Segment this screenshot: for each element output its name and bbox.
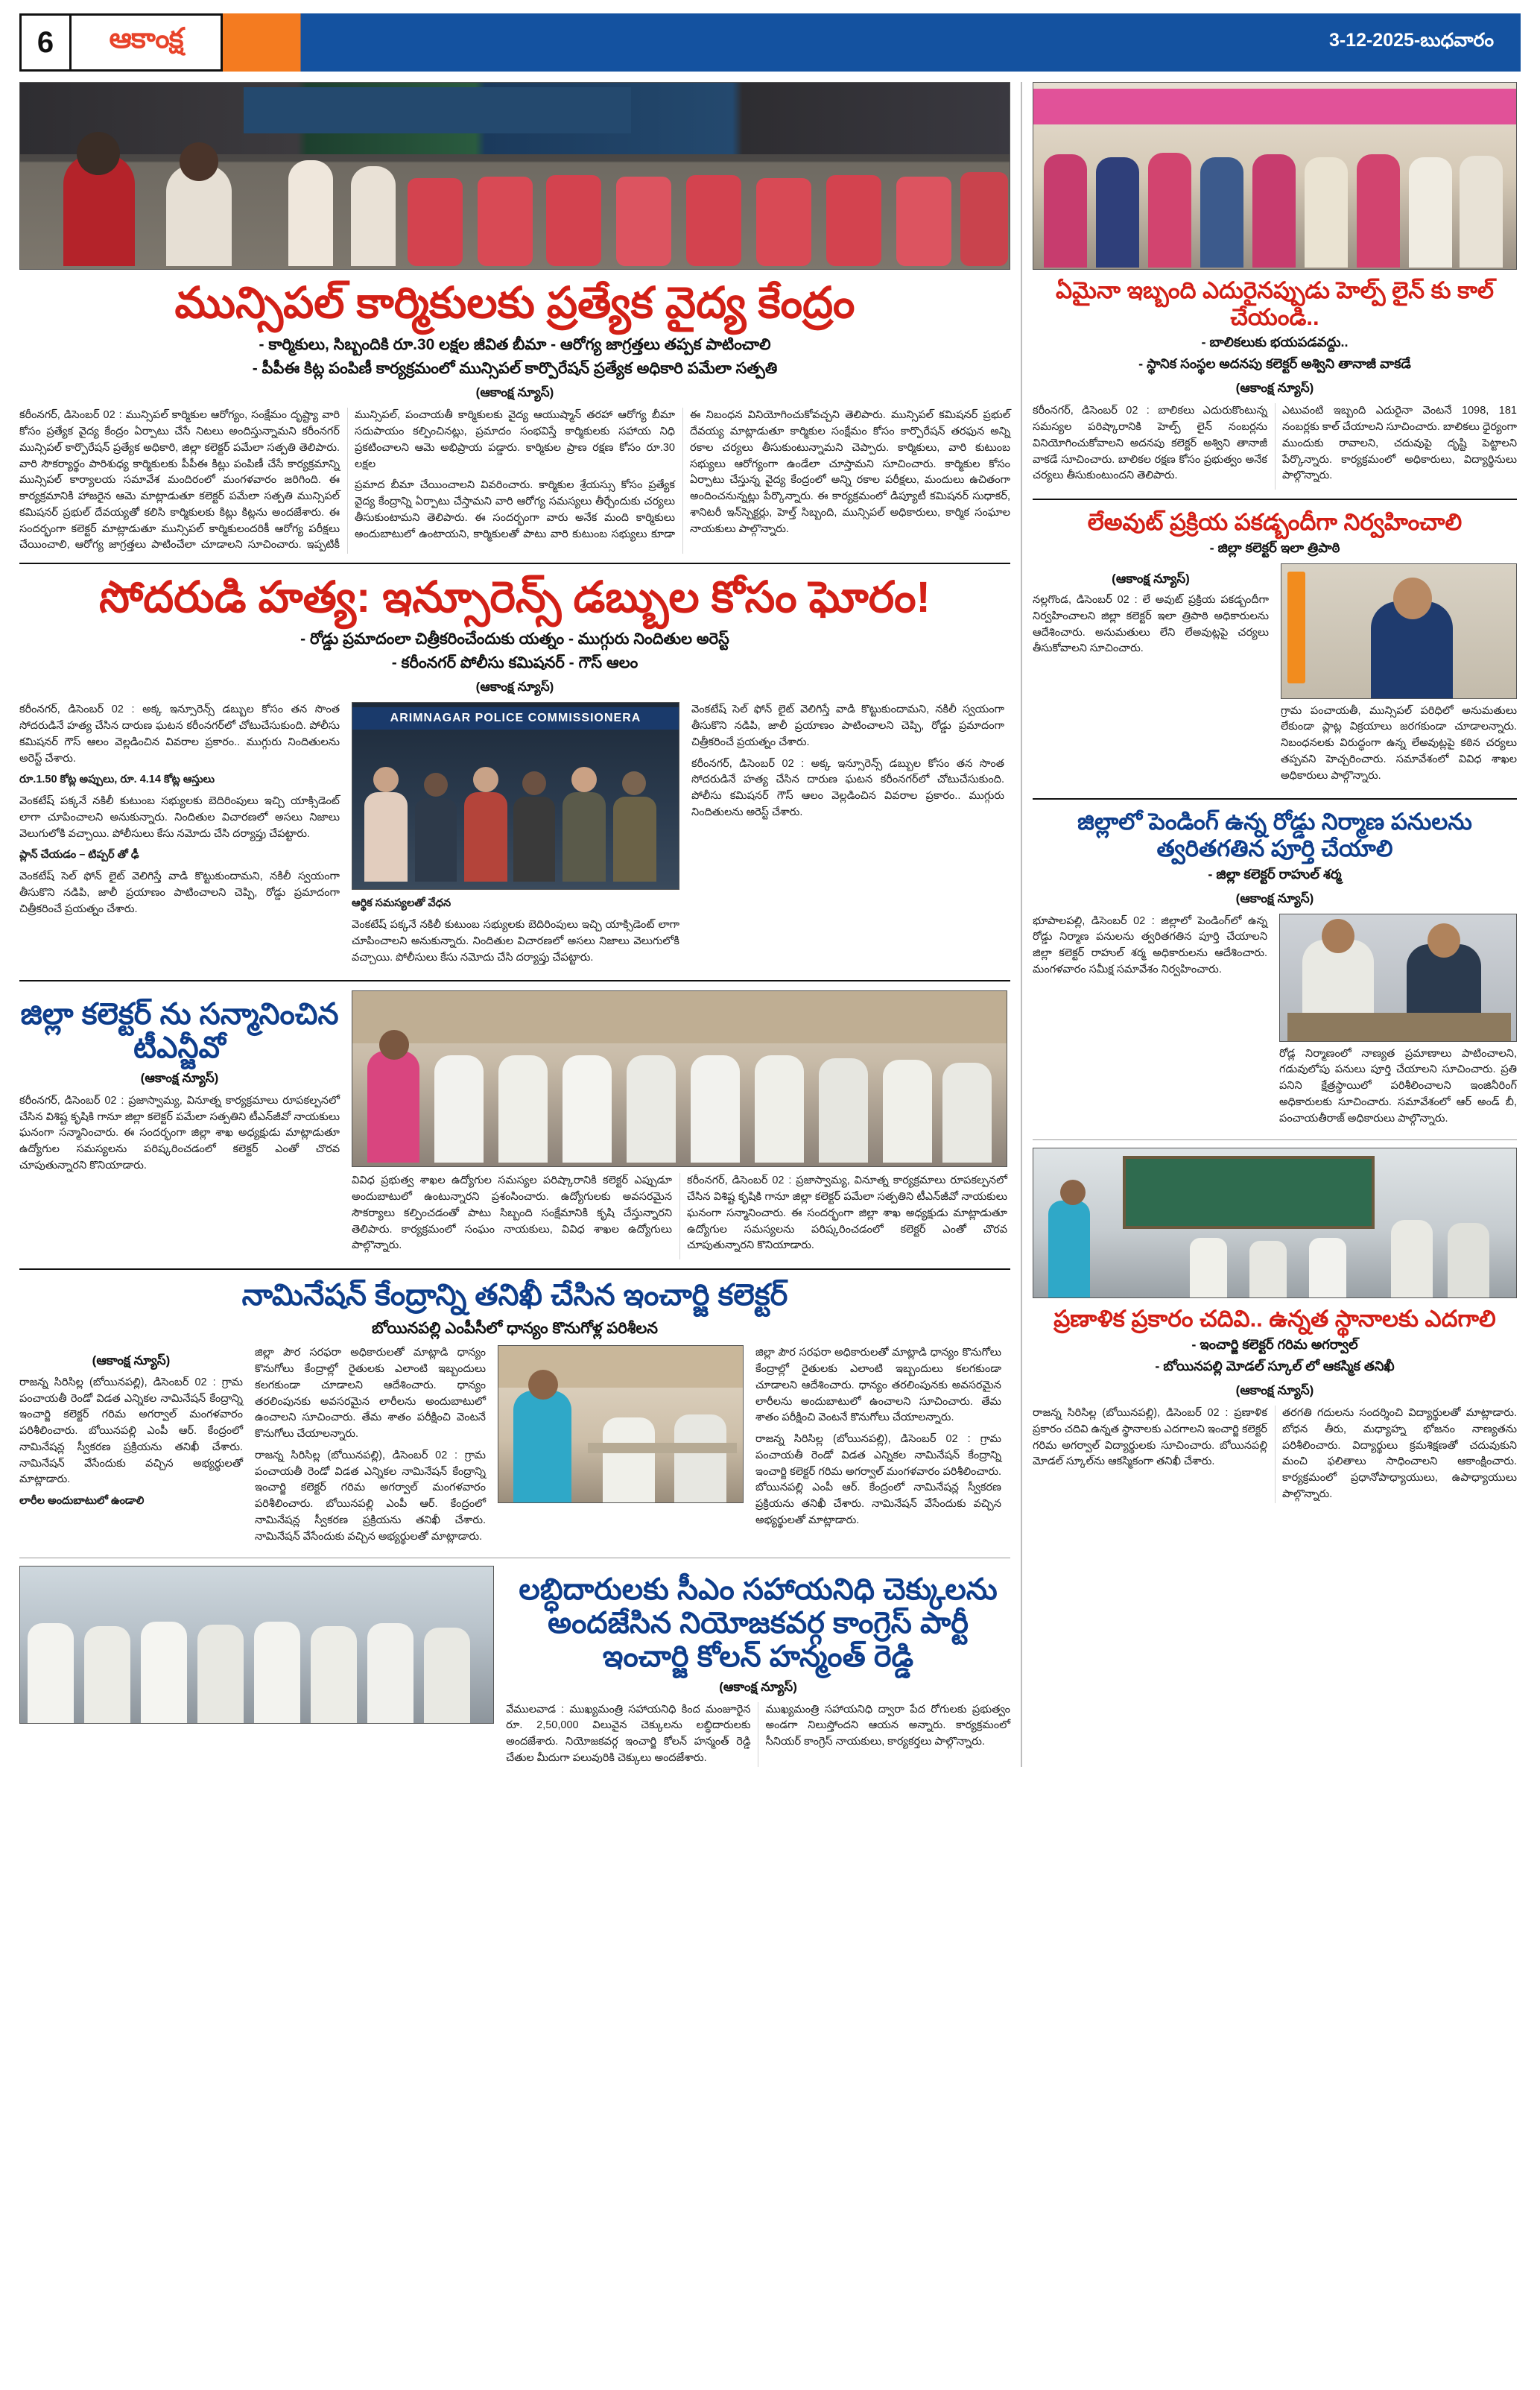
paragraph: రాజన్న సిరిసిల్ల (బోయినపల్లి), డిసెంబర్ 02 : ప్రణాళిక ప్రకారం చదివి ఉన్నత స్థానాలకు ఎదగాలని ఇంచార్జి కలెక్టర్ గరిమ అగర్వాల్ విద్యార్థులకు సూచించారు. బోయినపల్లి మోడల్ స్కూల్‌ను ఆకస్మికంగా తనిఖీ చేశారు.	[1033, 1407, 1267, 1468]
byline-helpline: (ఆకాంక్ష న్యూస్)	[1235, 381, 1314, 396]
byline-cm-fund: (ఆకాంక్ష న్యూస్)	[719, 1679, 797, 1694]
group-photo-bottom	[19, 1566, 494, 1724]
column-divider	[1021, 82, 1022, 1767]
body-cm-fund	[506, 1702, 1010, 1767]
logo-text: ఆకాంక్ష	[109, 23, 183, 54]
headline-layout: లేఅవుట్ ప్రక్రియ పకడ్బందీగా నిర్వహించాలి	[1087, 509, 1463, 536]
paragraph: జిల్లా పౌర సరఫరా అధికారులతో మాట్లాడి ధాన్యం కొనుగోలు కేంద్రాల్లో రైతులకు ఎలాంటి ఇబ్బందులు కలగకుండా చూడాలని ఆదేశించారు. ధాన్యం తరలింపునకు అవసరమైన లారీలను అందుబాటులో ఉంచాలని సూచించారు. తేమ శాతం పరీక్షించి వెంటనే కొనుగోలు చేయాలన్నారు.	[755, 1347, 1001, 1424]
headline-municipal-health: మున్సిపల్ కార్మికులకు ప్రత్యేక వైద్య కేంద్రం	[174, 279, 855, 327]
byline-murder: (ఆకాంక్ష న్యూస్)	[475, 680, 554, 695]
paragraph: ముఖ్యమంత్రి సహాయనిధి ద్వారా పేద రోగులకు ప్రభుత్వం అండగా నిలుస్తోందని ఆయన అన్నారు. కార్యక్రమంలో సీనియర్ కాంగ్రెస్ నాయకులు, కార్యకర్తలు పాల్గొన్నారు.	[765, 1703, 1010, 1748]
paragraph: వెంకటేష్ పక్కనే నకిలీ కుటుంబ సభ్యులకు బెదిరింపులు ఇచ్చి యాక్సిడెంట్ లాగా చూపించాలని అనుకున్నారు. నిందితుల విచారణలో అసలు నిజాలు వెలుగులోకి వచ్చాయి. పోలీసులు కేసు నమోదు చేసి దర్యాప్తు చేపట్టారు.	[352, 919, 679, 964]
body-murder-col1	[19, 702, 340, 971]
subhead-municipal-1: - కార్మికులు, సిబ్బందికి రూ.30 లక్షల జీవిత బీమా - ఆరోగ్య జాగ్రత్తలు తప్పక పాటించాలి	[259, 335, 771, 353]
paragraph: నల్లగొండ, డిసెంబర్ 02 : లే అవుట్ ప్రక్రియ పకడ్బందీగా నిర్వహించాలని జిల్లా కలెక్టర్ ఇలా త్రిపాఠి అధికారులను ఆదేశించారు. అనుమతులు లేని లేఅవుట్లపై చర్యలు తీసుకోవాలని సూచించారు.	[1033, 594, 1269, 655]
headline-cm-fund: లబ్ధిదారులకు సీఎం సహాయనిధి చెక్కులను అందజేసిన నియోజకవర్గ కాంగ్రెస్ పార్టీ ఇంచార్జి కోలన్ హన్మంత్ రెడ్డి	[519, 1573, 998, 1673]
body-tnjo	[19, 1093, 340, 1175]
byline-layout: (ఆకాంక్ష న్యూస్)	[1112, 571, 1190, 586]
body-nomination-col2	[255, 1345, 486, 1550]
headline-helpline: ఏమైనా ఇబ్బంది ఎదురైనప్పుడు హెల్ప్ లైన్ కు కాల్ చేయండి..	[1056, 277, 1494, 330]
paragraph: కరీంనగర్, డిసెంబర్ 02 : మున్సిపల్ కార్మికుల ఆరోగ్యం, సంక్షేమం దృష్ట్యా వారి కోసం ప్రత్యేక వైద్య కేంద్రం ఏర్పాటు చేసే నిటలు అందిస్తున్నామని కరీంనగర్ మున్సిపల్ కార్పొరేషన్ ప్రత్యేక అధికారి, జిల్లా కలెక్టర్ పమేలా సత్పతి తెలిపారు. వారి సౌకర్యార్థం పారిశుధ్య కార్మికులకు పీపీఈ కిట్లు పంపిణీ చేసే కార్యక్రమాన్ని మున్సిపల్ కార్యాలయ సమావేశ మందిరంలో మంగళవారం జరిగింది. ఈ కార్యక్రమానికి హాజరైన ఆమె మాట్లాడుతూ కలెక్టర్ పమేలా సత్పతి మున్సిపల్ కమిషనర్ ప్రభుల్ దేవయ్యతో కలిసి కార్మికులకు కిట్లు కిట్లను అందజేశారు. ఈ సందర్భంగా కలెక్టర్ మాట్లాడుతూ మున్సిపల్ కార్మికులందరికీ ఆరోగ్య పరీక్షలు చేయించాలి, ఆరోగ్య జాగ్రత్తలు పాటించేలా చూడాలని సూచించారు. ఇప్పటికీ మున్సిపల్, పంచాయతీ కార్మికులకు వైద్య ఆయుష్మాన్ తరహా ఆరోగ్య బీమా సదుపాయం కల్పించినట్లు, ప్రమాదం సంభవిస్తే కార్మికులకు సహాయ నిధి ప్రకటించాలని ఆమె అభిప్రాయ పడ్డారు. కార్మికుల ప్రాణ రక్షణ కోసం రూ.30 లక్షల	[19, 409, 675, 551]
body-study	[1033, 1406, 1517, 1503]
subhead-layout: - జిల్లా కలెక్టర్ ఇలా త్రిపాఠి	[1209, 540, 1340, 555]
paragraph: గ్రామ పంచాయతీ, మున్సిపల్ పరిధిలో అనుమతులు లేకుండా ప్లాట్ల విక్రయాలు జరగకుండా చూడాలన్నారు. నిబంధనలకు విరుద్ధంగా ఉన్న లేఅవుట్లపై కఠిన చర్యలు తప్పవని హెచ్చరించారు. సమావేశంలో వివిధ శాఖల అధికారులు పాల్గొన్నారు.	[1281, 704, 1517, 782]
headline-study: ప్రణాళిక ప్రకారం చదివి.. ఉన్నత స్థానాలకు ఎదగాలి	[1053, 1306, 1496, 1332]
masthead-bar	[223, 13, 1521, 72]
photo-banner-text: ARIMNAGAR POLICE COMMISSIONERA	[352, 707, 679, 730]
paragraph: రాజన్న సిరిసిల్ల (బోయినపల్లి), డిసెంబర్ 02 : గ్రామ పంచాయతీ రెండో విడత ఎన్నికల నామినేషన్ కేంద్రాన్ని ఇంచార్జి కలెక్టర్ గరిమ అగర్వాల్ మంగళవారం పరిశీలించారు. బోయినపల్లి ఎంపీ ఆర్. కేంద్రంలో నామినేషన్ల స్వీకరణ ప్రక్రియను తనిఖీ చేశారు. నామినేషన్ వేసేందుకు వచ్చిన అభ్యర్థులతో మాట్లాడారు.	[19, 1376, 243, 1486]
masthead	[19, 13, 1521, 72]
body-roads-col2	[1279, 1046, 1517, 1128]
school-inspection-photo	[1033, 1148, 1517, 1298]
subhead-murder-2: - కరీంనగర్ పోలీసు కమిషనర్ - గౌస్ ఆలం	[391, 654, 639, 672]
paragraph: కరీంనగర్, డిసెంబర్ 02 : అక్క ఇన్సూరెన్స్ డబ్బుల కోసం తన సొంత సోదరుడినే హత్య చేసిన దారుణ ఘటన కరీంనగర్‌లో చోటుచేసుకుంది. పోలీసు కమిషనర్ గౌస్ ఆలం వెల్లడించిన వివరాల ప్రకారం.. ముగ్గురు నిందితులను అరెస్ట్ చేశారు.	[19, 704, 340, 765]
right-section	[1033, 82, 1517, 1767]
paragraph: వెంకటేష్ సెల్ ఫోన్ లైట్ వెలిగిస్తే వాడి కొట్టుకుందామని, నకిలీ స్వయంగా తీసుకొని నడిపి, జాలీ ప్రయాణం పాటించాలని చెప్పి, రోడ్డు ప్రమాదంగా చిత్రీకరించే ప్రయత్నం చేశారు.	[19, 870, 340, 915]
subhead-municipal-2: - పీపీఈ కిట్ల పంపిణీ కార్యక్రమంలో మున్సిపల్ కార్పొరేషన్ ప్రత్యేక అధికారి పమేలా సత్పతి	[252, 359, 778, 377]
body-murder-col3	[691, 702, 1004, 971]
paragraph: కరీంనగర్, డిసెంబర్ 02 : ప్రజాస్వామ్య, వినూత్న కార్యక్రమాలు రూపకల్పనలో చేసిన విశిష్ట కృషికి గానూ జిల్లా కలెక్టర్ పమేలా సత్పతిని టీఎన్‌జీవో నాయకులు ఘనంగా సన్మానించారు. ఈ సందర్భంగా జిల్లా శాఖ అధ్యక్షుడు మాట్లాడుతూ ఉద్యోగుల సమస్యలను పరిష్కరించడంలో కలెక్టర్ ఎంతో చొరవ చూపుతున్నారని కొనియాడారు.	[687, 1175, 1007, 1252]
byline-nomination: (ఆకాంక్ష న్యూస్)	[92, 1353, 171, 1368]
paragraph: భూపాలపల్లి, డిసెంబర్ 02 : జిల్లాలో పెండింగ్‌లో ఉన్న రోడ్డు నిర్మాణ పనులను త్వరితగతిన పూర్తి చేయాలని జిల్లా కలెక్టర్ రాహుల్ శర్మ అధికారులను ఆదేశించారు. మంగళవారం సమీక్ష సమావేశం నిర్వహించారు.	[1033, 914, 1268, 976]
subhead-roads: - జిల్లా కలెక్టర్ రాహుల్ శర్మ	[1208, 866, 1342, 882]
subhead-helpline-2: - స్థానిక సంస్థల అదనపు కలెక్టర్ అశ్విని తానాజీ వాకడే	[1138, 356, 1411, 372]
subsection-title: రూ.1.50 కోట్ల అప్పులు, రూ. 4.14 కోట్ల ఆస్తులు	[19, 774, 215, 786]
body-nomination-col1	[19, 1345, 243, 1550]
roads-review-photo	[1279, 914, 1517, 1042]
newspaper-page	[0, 13, 1540, 2390]
subsection-title: ప్లాన్ చేయడం – టిప్పర్ తో ఢీ	[19, 849, 139, 862]
headline-roads: జిల్లాలో పెండింగ్ ఉన్న రోడ్డు నిర్మాణ పనులను త్వరితగతిన పూర్తి చేయాలి	[1077, 809, 1472, 862]
headline-tnjo: జిల్లా కలెక్టర్ ను సన్మానించిన టీఎన్జీవో	[20, 998, 339, 1065]
body-layout-col1	[1033, 563, 1269, 790]
paragraph: వెంకటేష్ పక్కనే నకిలీ కుటుంబ సభ్యులకు బెదిరింపులు ఇచ్చి యాక్సిడెంట్ లాగా చూపించాలని అనుకున్నారు. నిందితుల విచారణలో అసలు నిజాలు వెలుగులోకి వచ్చాయి. పోలీసులు కేసు నమోదు చేసి దర్యాప్తు చేపట్టారు.	[19, 795, 340, 840]
paragraph: వేములవాడ : ముఖ్యమంత్రి సహాయనిధి కింద మంజూరైన రూ. 2,50,000 విలువైన చెక్కులను లబ్ధిదారులకు అందజేశారు. నియోజకవర్గ ఇంచార్జి కోలన్ హన్మంత్ రెడ్డి చేతుల మీదుగా పలువురికి చెక్కులు అందజేశారు.	[506, 1703, 751, 1764]
body-layout-col2	[1281, 704, 1517, 785]
byline-roads: (ఆకాంక్ష న్యూస్)	[1235, 891, 1314, 905]
paragraph: కరీంనగర్, డిసెంబర్ 02 : ప్రజాస్వామ్య, వినూత్న కార్యక్రమాలు రూపకల్పనలో చేసిన విశిష్ట కృషికి గానూ జిల్లా కలెక్టర్ పమేలా సత్పతిని టీఎన్‌జీవో నాయకులు ఘనంగా సన్మానించారు. ఈ సందర్భంగా జిల్లా శాఖ అధ్యక్షుడు మాట్లాడుతూ ఉద్యోగుల సమస్యలను పరిష్కరించడంలో కలెక్టర్ ఎంతో చొరవ చూపుతున్నారని కొనియాడారు.	[19, 1094, 340, 1172]
headline-brother-murder: సోదరుడి హత్య: ఇన్సూరెన్స్ డబ్బుల కోసం ఘోరం!	[99, 573, 931, 622]
paragraph: రాజన్న సిరిసిల్ల (బోయినపల్లి), డిసెంబర్ 02 : గ్రామ పంచాయతీ రెండో విడత ఎన్నికల నామినేషన్ కేంద్రాన్ని ఇంచార్జి కలెక్టర్ గరిమ అగర్వాల్ మంగళవారం పరిశీలించారు. బోయినపల్లి ఎంపీ ఆర్. కేంద్రంలో నామినేషన్ల స్వీకరణ ప్రక్రియను తనిఖీ చేశారు. నామినేషన్ వేసేందుకు వచ్చిన అభ్యర్థులతో మాట్లాడారు.	[255, 1449, 486, 1543]
body-murder-col2	[352, 896, 679, 966]
nomination-centre-photo	[498, 1345, 744, 1503]
subhead-murder-1: - రోడ్డు ప్రమాదంలా చిత్రీకరించేందుకు యత్నం - ముగ్గురు నిందితుల అరెస్ట్	[300, 630, 729, 648]
paragraph: జిల్లా పౌర సరఫరా అధికారులతో మాట్లాడి ధాన్యం కొనుగోలు కేంద్రాల్లో రైతులకు ఎలాంటి ఇబ్బందులు కలగకుండా చూడాలని ఆదేశించారు. ధాన్యం తరలింపునకు అవసరమైన లారీలను అందుబాటులో ఉంచాలని సూచించారు. తేమ శాతం పరీక్షించి వెంటనే కొనుగోలు చేయాలన్నారు.	[255, 1347, 486, 1441]
publication-logo	[72, 13, 223, 72]
lead-photo	[19, 82, 1010, 270]
paragraph: రాజన్న సిరిసిల్ల (బోయినపల్లి), డిసెంబర్ 02 : గ్రామ పంచాయతీ రెండో విడత ఎన్నికల నామినేషన్ కేంద్రాన్ని ఇంచార్జి కలెక్టర్ గరిమ అగర్వాల్ మంగళవారం పరిశీలించారు. బోయినపల్లి ఎంపీ ఆర్. కేంద్రంలో నామినేషన్ల స్వీకరణ ప్రక్రియను తనిఖీ చేశారు. నామినేషన్ వేసేందుకు వచ్చిన అభ్యర్థులతో మాట్లాడారు.	[755, 1433, 1001, 1526]
headline-nomination: నామినేషన్ కేంద్రాన్ని తనిఖీ చేసిన ఇంచార్జి కలెక్టర్	[241, 1279, 788, 1312]
paragraph: కరీంనగర్, డిసెంబర్ 02 : అక్క ఇన్సూరెన్స్ డబ్బుల కోసం తన సొంత సోదరుడినే హత్య చేసిన దారుణ ఘటన కరీంనగర్‌లో చోటుచేసుకుంది. పోలీసు కమిషనర్ గౌస్ ఆలం వెల్లడించిన వివరాల ప్రకారం.. ముగ్గురు నిందితులను అరెస్ట్ చేశారు.	[691, 757, 1004, 818]
subhead-study-1: - ఇంచార్జి కలెక్టర్ గరిమ అగర్వాల్	[1191, 1337, 1358, 1353]
paragraph: వివిధ ప్రభుత్వ శాఖల ఉద్యోగుల సమస్యల పరిష్కారానికి కలెక్టర్ ఎప్పుడూ అందుబాటులో ఉంటున్నారని ప్రశంసించారు. ఉద్యోగులకు అవసరమైన సౌకర్యాలు కల్పించడంతో పాటు సిబ్బంది సంక్షేమానికి కృషి చేస్తున్నారని తెలిపారు. కార్యక్రమంలో సంఘం నాయకులు, వివిధ శాఖల ఉద్యోగులు పాల్గొన్నారు.	[352, 1175, 672, 1252]
paragraph: ప్రమాద బీమా చేయించాలని వివరించారు. కార్మికుల శ్రేయస్సు కోసం ప్రత్యేక వైద్య కేంద్రాన్ని ఏర్పాటు చేస్తామని వారి ఆరోగ్య సమస్యలు తీర్చేందుకు చర్యలు తీసుకుంటామని తెలిపారు. ఈ సందర్భంగా వారు అనేక మంది కార్మికులు అందుబాటులో ఉంటాయని, కార్మికులతో పాటు వారి కుటుంబ సభ్యులు కూడా ఈ నిబంధన వినియోగించుకోవచ్చని తెలిపారు. మున్సిపల్ కమిషనర్ ప్రభుల్ దేవయ్య మాట్లాడుతూ కార్మికుల సంక్షేమం కోసం కార్పొరేషన్ తరఫున అన్ని రకాల చర్యలు తీసుకుంటున్నామని చెప్పారు. కార్మికులు, వారి కుటుంబ సభ్యులు ఆరోగ్యంగా ఉండేలా చూస్తామని సూచించారు. కార్మికుల కోసం ఏర్పాటు చేస్తున్న వైద్య కేంద్రంలో అన్ని రకాల పరీక్షలు, మందులు ఉచితంగా అందించనున్నట్లు పేర్కొన్నారు. ఈ కార్యక్రమంలో డిప్యూటీ కమిషనర్ సుధాకర్, శానిటరీ ఇన్‌స్పెక్టర్లు, హెల్త్ సిబ్బంది, మున్సిపల్ అధికారులు, కార్మిక సంఘాల నాయకులు పాల్గొన్నారు.	[355, 409, 1010, 540]
body-tnjo-wide	[352, 1173, 1007, 1259]
subsection-title: ఆర్థిక సమస్యలతో వేధన	[352, 897, 451, 910]
paragraph: తరగతి గదులను సందర్శించి విద్యార్థులతో మాట్లాడారు. బోధన తీరు, మధ్యాహ్న భోజనం నాణ్యతను పరిశీలించారు. విద్యార్థులు క్రమశిక్షణతో చదువుకుని మంచి ఫలితాలు సాధించాలని ఆకాంక్షించారు. కార్యక్రమంలో ప్రధానోపాధ్యాయులు, ఉపాధ్యాయులు పాల్గొన్నారు.	[1282, 1407, 1517, 1500]
paragraph: కరీంనగర్, డిసెంబర్ 02 : బాలికలు ఎదురుకొంటున్న సమస్యల పరిష్కారానికి హెల్ప్ లైన్ నంబర్లను వినియోగించుకోవాలని అదనపు కలెక్టర్ అశ్విని తానాజీ వాకడే సూచించారు. బాలికల రక్షణ కోసం ప్రభుత్వం అనేక చర్యలు తీసుకుంటుందని తెలిపారు.	[1033, 405, 1267, 482]
paragraph: ఎటువంటి ఇబ్బంది ఎదురైనా వెంటనే 1098, 181 నంబర్లకు కాల్ చేయాలని సూచించారు. బాలికలు ధైర్యంగా ముందుకు రావాలని, చదువుపై దృష్టి పెట్టాలని పేర్కొన్నారు. కార్యక్రమంలో అధికారులు, విద్యార్థినులు పాల్గొన్నారు.	[1282, 405, 1517, 482]
body-nomination-col3	[755, 1345, 1001, 1550]
police-press-meet-photo	[352, 702, 679, 890]
byline-study: (ఆకాంక్ష న్యూస్)	[1235, 1383, 1314, 1398]
paragraph: రోడ్ల నిర్మాణంలో నాణ్యత ప్రమాణాలు పాటించాలని, గడువులోపు పనులు పూర్తి చేయాలని సూచించారు. ప్రతి పనిని క్షేత్రస్థాయిలో పరిశీలించాలని ఇంజినీరింగ్ అధికారులకు సూచించారు. సమావేశంలో ఆర్ అండ్ బీ, పంచాయతీరాజ్ అధికారులు పాల్గొన్నారు.	[1279, 1047, 1517, 1125]
subhead-helpline-1: - బాలికలుకు భయపడవద్దు..	[1201, 335, 1349, 350]
girl-child-club-photo	[1033, 82, 1517, 270]
felicitation-photo	[352, 990, 1007, 1167]
edition-date: 3-12-2025-బుధవారం	[1328, 29, 1494, 51]
paragraph: వెంకటేష్ సెల్ ఫోన్ లైట్ వెలిగిస్తే వాడి కొట్టుకుందామని, నకిలీ స్వయంగా తీసుకొని నడిపి, జాలీ ప్రయాణం పాటించాలని చెప్పి, రోడ్డు ప్రమాదంగా చిత్రీకరించే ప్రయత్నం చేశారు.	[691, 704, 1004, 748]
subhead-study-2: - బోయినపల్లి మోడల్ స్కూల్ లో ఆకస్మిక తనిఖీ	[1155, 1359, 1395, 1374]
subsection-title: లారీల అందుబాటులో ఉండాలి	[19, 1495, 145, 1508]
body-roads-col1	[1033, 914, 1267, 1133]
body-municipal	[19, 408, 1010, 554]
page-number: 6	[19, 13, 72, 72]
byline-municipal: (ఆకాంక్ష న్యూస్)	[475, 385, 554, 400]
left-section	[19, 82, 1010, 1767]
subhead-nomination: బోయినపల్లి ఎంపీసీలో ధాన్యం కొనుగోళ్ల పరిశీలన	[371, 1319, 658, 1337]
byline-tnjo: (ఆకాంక్ష న్యూస్)	[140, 1070, 219, 1085]
collector-portrait-photo	[1281, 563, 1517, 699]
body-helpline	[1033, 403, 1517, 490]
